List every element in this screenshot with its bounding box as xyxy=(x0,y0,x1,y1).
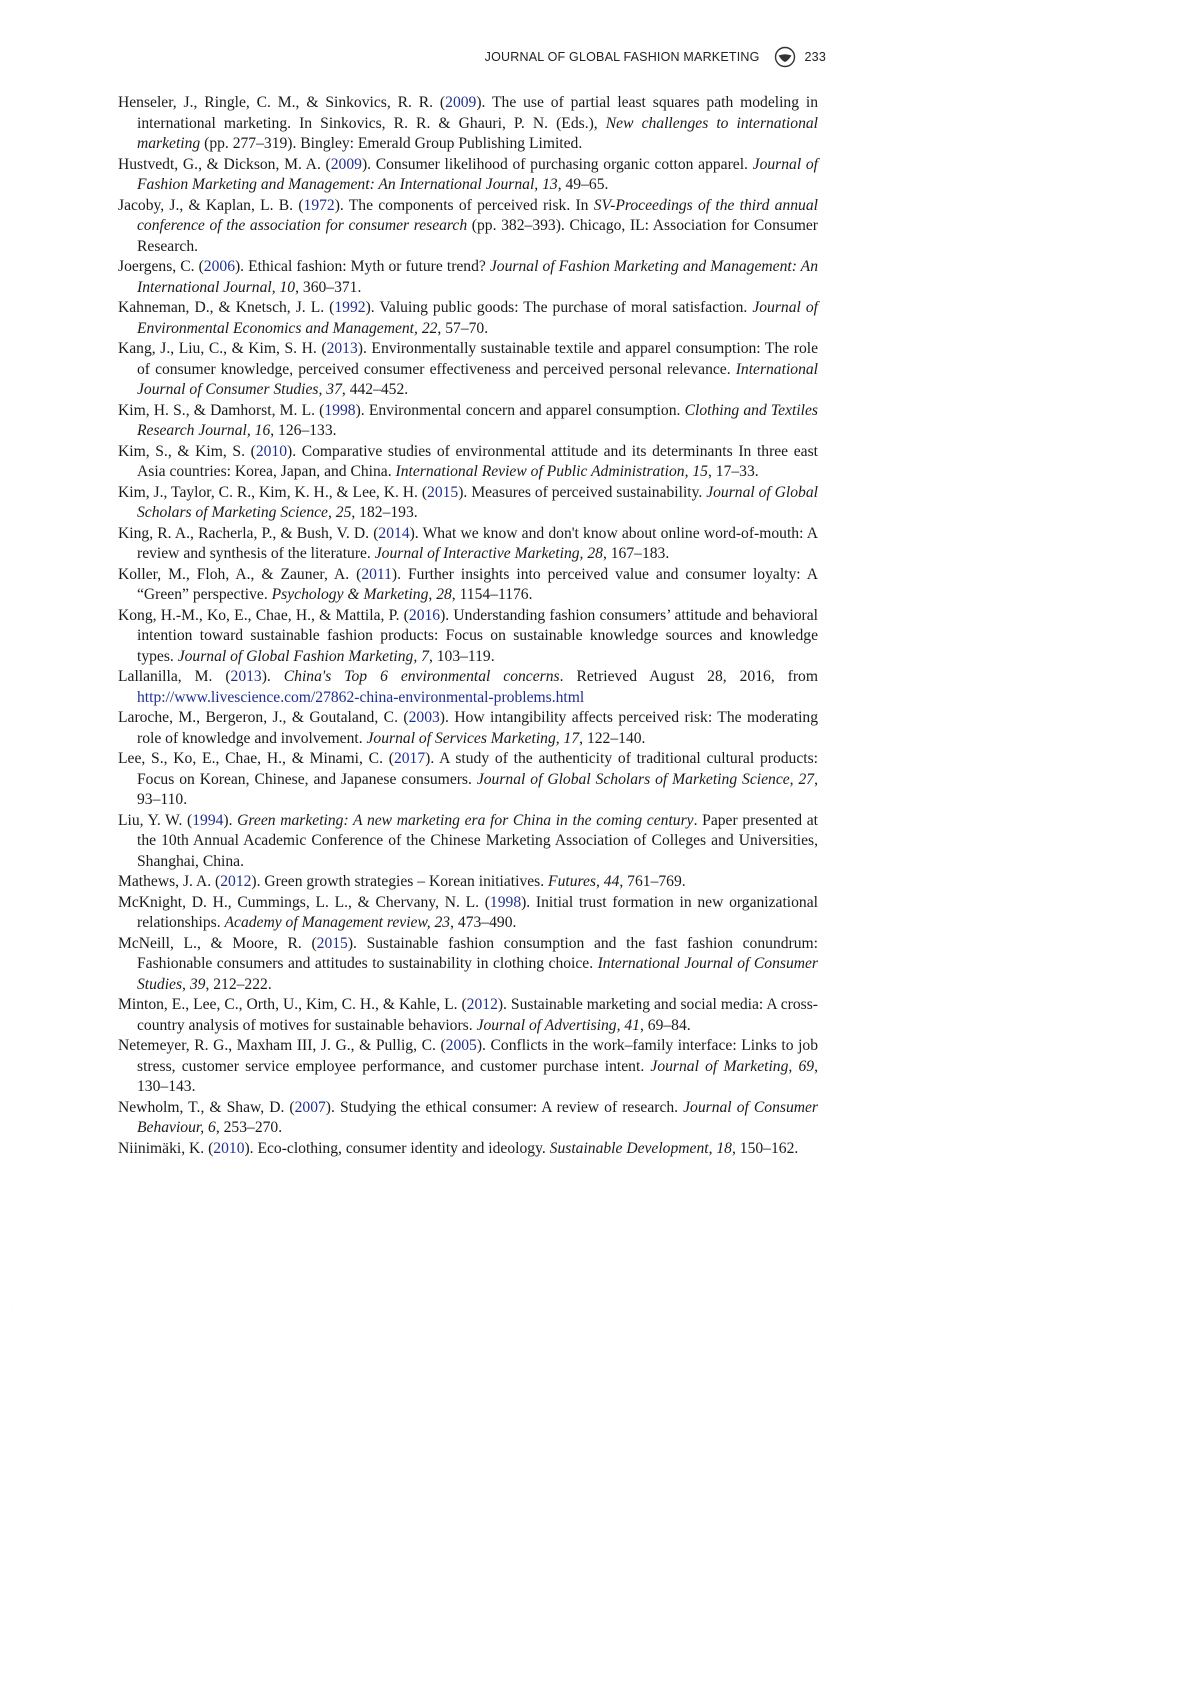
reference-details: . Retrieved August 28, 2016, from xyxy=(559,668,818,685)
reference-title: ). The use of partial least squares path modeling in international marketing. In Sinkovics, R. R. & Ghauri, P. N. (Eds.), xyxy=(137,94,819,132)
reference-details: , 473–490. xyxy=(450,914,517,931)
reference-details: , 122–140. xyxy=(579,729,646,747)
reference-source: International Review of Public Administration, 15 xyxy=(395,463,708,480)
reference-details: (pp. 382–393). Chicago, IL: Association for Consumer Research. xyxy=(137,217,818,255)
reference-authors: Henseler, J., Ringle, C. M., & Sinkovics, R. R. ( xyxy=(118,94,446,111)
reference-entry xyxy=(118,339,818,401)
page-number: 233 xyxy=(804,50,826,64)
reference-year-link[interactable]: 1998 xyxy=(324,401,356,419)
reference-authors: Kong, H.-M., Ko, E., Chae, H., & Mattila, P. ( xyxy=(118,606,409,624)
reference-year-link[interactable]: 2013 xyxy=(230,668,262,685)
reference-source: Journal of Fashion Marketing and Management: An International Journal, 10 xyxy=(137,258,818,296)
journal-logo-icon xyxy=(774,46,796,68)
reference-year-link[interactable]: 1972 xyxy=(303,196,335,214)
reference-year-link[interactable]: 2011 xyxy=(361,565,392,583)
reference-year-link[interactable]: 2007 xyxy=(294,1098,326,1116)
reference-year-link[interactable]: 2009 xyxy=(330,155,362,173)
reference-year-link[interactable]: 2012 xyxy=(220,873,252,890)
reference-entry xyxy=(118,995,818,1036)
reference-entry xyxy=(118,524,818,565)
reference-authors: Lee, S., Ko, E., Chae, H., & Minami, C. ( xyxy=(118,750,394,767)
reference-source: Clothing and Textiles Research Journal, 16 xyxy=(137,401,819,439)
reference-title: ). Ethical fashion: Myth or future trend? xyxy=(234,258,490,275)
reference-source: Journal of Marketing, 69 xyxy=(650,1057,815,1075)
reference-authors: Newholm, T., & Shaw, D. ( xyxy=(118,1098,295,1116)
reference-source: Journal of Services Marketing, 17 xyxy=(366,729,580,747)
reference-year-link[interactable]: 2016 xyxy=(408,606,441,624)
reference-entry xyxy=(118,708,818,749)
reference-title: ). Sustainable marketing and social media: A cross-country analysis of motives for sustainable behaviors. xyxy=(137,996,818,1034)
reference-title: ). Consumer likelihood of purchasing organic cotton apparel. xyxy=(361,155,753,173)
reference-authors: Liu, Y. W. ( xyxy=(118,811,193,829)
reference-authors: Kim, H. S., & Damhorst, M. L. ( xyxy=(118,401,325,419)
reference-entry xyxy=(118,93,818,155)
reference-authors: Laroche, M., Bergeron, J., & Goutaland, C. ( xyxy=(118,709,409,726)
reference-entry xyxy=(118,1036,818,1098)
reference-authors: Kim, J., Taylor, C. R., Kim, K. H., & Lee, K. H. ( xyxy=(118,483,428,501)
reference-entry xyxy=(118,811,818,873)
reference-year-link[interactable]: 2009 xyxy=(445,94,477,111)
reference-entry xyxy=(118,893,818,934)
reference-source: SV-Proceedings of the third annual conference of the association for consumer research xyxy=(137,196,818,234)
reference-source: International Journal of Consumer Studies, 39 xyxy=(137,955,818,993)
reference-year-link[interactable]: 1992 xyxy=(334,299,366,316)
reference-source: Journal of Consumer Behaviour, 6 xyxy=(137,1098,818,1136)
reference-details: , 182–193. xyxy=(351,504,418,521)
reference-authors: Minton, E., Lee, C., Orth, U., Kim, C. H., & Kahle, L. ( xyxy=(118,996,467,1013)
reference-details: , 442–452. xyxy=(341,381,409,398)
reference-details: (pp. 277–319). Bingley: Emerald Group Publishing Limited. xyxy=(200,135,583,152)
reference-source: Journal of Advertising, 41 xyxy=(476,1016,640,1034)
reference-authors: Kang, J., Liu, C., & Kim, S. H. ( xyxy=(118,340,327,357)
reference-year-link[interactable]: 2013 xyxy=(326,340,358,357)
reference-source: Journal of Global Scholars of Marketing Science, 25 xyxy=(137,483,818,521)
reference-entry xyxy=(118,565,818,606)
reference-authors: Niinimäki, K. ( xyxy=(118,1139,214,1157)
reference-entry xyxy=(118,1139,818,1160)
reference-title: ). The components of perceived risk. In xyxy=(334,196,594,214)
reference-details: , 212–222. xyxy=(205,975,272,993)
reference-authors: McKnight, D. H., Cummings, L. L., & Chervany, N. L. ( xyxy=(118,893,490,911)
reference-title: ). Understanding fashion consumers’ attitude and behavioral intention toward sustainable fashion products: Focus on sustainable knowledge sources and knowledge types. xyxy=(137,606,818,665)
reference-source: China's Top 6 environmental concerns xyxy=(283,668,560,685)
reference-source: Green marketing: A new marketing era for China in the coming century xyxy=(237,811,694,829)
reference-title: ). Environmentally sustainable textile and apparel consumption: The role of consumer knowledge, perceived consumer effectiveness and perceived personal relevance. xyxy=(137,340,818,378)
reference-details: , 93–110. xyxy=(137,770,818,808)
reference-entry xyxy=(118,257,818,298)
reference-year-link[interactable]: 2010 xyxy=(213,1139,245,1157)
reference-authors: Kim, S., & Kim, S. ( xyxy=(118,442,256,460)
reference-authors: Mathews, J. A. ( xyxy=(118,873,221,890)
reference-source: Journal of Interactive Marketing, 28 xyxy=(374,545,603,562)
reference-source: Journal of Global Fashion Marketing, 7 xyxy=(177,647,429,665)
reference-details: , 167–183. xyxy=(602,545,670,562)
reference-title: ). How intangibility affects perceived risk: The moderating role of knowledge and involvement. xyxy=(137,709,818,747)
scan-artifact: ··· · xyxy=(10,1309,14,1311)
reference-details: , 1154–1176. xyxy=(451,586,533,603)
reference-title: ). Studying the ethical consumer: A review of research. xyxy=(325,1098,684,1116)
reference-year-link[interactable]: 2006 xyxy=(203,258,235,275)
reference-year-link[interactable]: 2012 xyxy=(466,996,498,1013)
reference-entry xyxy=(118,749,818,811)
reference-details: , 69–84. xyxy=(639,1016,691,1034)
reference-details: , 253–270. xyxy=(215,1119,283,1136)
reference-entry xyxy=(118,872,818,893)
reference-source: Psychology & Marketing, 28 xyxy=(271,586,452,603)
reference-entry xyxy=(118,155,818,196)
reference-details: , 57–70. xyxy=(437,319,489,337)
reference-details: . Paper presented at the 10th Annual Academic Conference of the Chinese Marketing Association of Colleges and Universities, Shanghai, China. xyxy=(137,811,818,870)
reference-title: ). Environmental concern and apparel consumption. xyxy=(355,401,685,419)
reference-entry xyxy=(118,667,818,708)
reference-authors: Joergens, C. ( xyxy=(118,258,204,275)
reference-authors: McNeill, L., & Moore, R. ( xyxy=(118,934,317,952)
reference-title: ). Eco-clothing, consumer identity and ideology. xyxy=(244,1139,550,1157)
reference-year-link[interactable]: 2014 xyxy=(378,524,410,542)
reference-title: ). A study of the authenticity of traditional cultural products: Focus on Korean, Chinese, and Japanese consumers. xyxy=(137,750,818,788)
reference-year-link[interactable]: 1998 xyxy=(489,893,522,911)
reference-details: , 49–65. xyxy=(557,176,609,193)
reference-entry xyxy=(118,1098,818,1139)
reference-title: ). Measures of perceived sustainability. xyxy=(458,483,707,501)
reference-details: , 130–143. xyxy=(137,1057,818,1095)
reference-authors: Hustvedt, G., & Dickson, M. A. ( xyxy=(118,155,331,173)
reference-source: Journal of Environmental Economics and Management, 22 xyxy=(137,299,819,337)
reference-title: ). Green growth strategies – Korean initiatives. xyxy=(251,873,549,890)
reference-year-link[interactable]: 2003 xyxy=(408,709,440,726)
reference-list xyxy=(118,93,818,1159)
reference-details: , 103–119. xyxy=(428,647,495,665)
reference-details: , 761–769. xyxy=(619,873,686,890)
reference-title: ). Sustainable fashion consumption and the fast fashion conundrum: Fashionable consumers and attitudes to sustainability in clothing choice. xyxy=(137,934,818,972)
reference-details: , 150–162. xyxy=(731,1139,799,1157)
reference-year-link[interactable]: 2017 xyxy=(393,750,426,767)
reference-source: Academy of Management review, 23 xyxy=(224,914,451,931)
reference-url-link[interactable]: http://www.livescience.com/27862-china-environmental-problems.html xyxy=(137,688,585,706)
reference-source: Journal of Global Scholars of Marketing Science, 27 xyxy=(476,770,815,788)
reference-title: ). Comparative studies of environmental attitude and its determinants In three east Asia countries: Korea, Japan, and China. xyxy=(137,442,818,480)
reference-authors: Kahneman, D., & Knetsch, J. L. ( xyxy=(118,299,335,316)
reference-entry xyxy=(118,298,818,339)
reference-entry xyxy=(118,401,818,442)
reference-year-link[interactable]: 2010 xyxy=(255,442,287,460)
reference-title: ). xyxy=(223,811,238,829)
reference-source: International Journal of Consumer Studies, 37 xyxy=(137,360,818,398)
reference-entry xyxy=(118,196,818,258)
reference-source: New challenges to international marketing xyxy=(137,114,818,152)
running-head xyxy=(485,46,826,68)
reference-authors: King, R. A., Racherla, P., & Bush, V. D. ( xyxy=(118,524,379,542)
reference-title: ). Conflicts in the work–family interface: Links to job stress, customer service employee performance, and customer purchase intent. xyxy=(137,1037,819,1075)
reference-authors: Netemeyer, R. G., Maxham III, J. G., & Pullig, C. ( xyxy=(118,1037,446,1054)
reference-authors: Koller, M., Floh, A., & Zauner, A. ( xyxy=(118,565,362,583)
reference-source: Sustainable Development, 18 xyxy=(549,1139,732,1157)
reference-authors: Jacoby, J., & Kaplan, L. B. ( xyxy=(118,196,304,214)
reference-year-link[interactable]: 2005 xyxy=(445,1037,477,1054)
reference-title: ). Further insights into perceived value and consumer loyalty: A “Green” perspective. xyxy=(137,565,818,603)
reference-source: Journal of Fashion Marketing and Management: An International Journal, 13 xyxy=(137,155,818,193)
reference-entry xyxy=(118,442,818,483)
reference-details: , 126–133. xyxy=(270,422,337,439)
reference-authors: Lallanilla, M. ( xyxy=(118,668,231,685)
reference-entry xyxy=(118,483,818,524)
reference-entry xyxy=(118,934,818,996)
reference-year-link[interactable]: 2015 xyxy=(316,934,348,952)
reference-title: ). Initial trust formation in new organizational relationships. xyxy=(137,893,818,931)
reference-title: ). xyxy=(261,668,284,685)
reference-details: , 360–371. xyxy=(295,278,362,296)
reference-title: ). Valuing public goods: The purchase of moral satisfaction. xyxy=(365,299,753,316)
reference-source: Futures, 44 xyxy=(548,873,620,890)
reference-year-link[interactable]: 1994 xyxy=(192,811,224,829)
reference-entry xyxy=(118,606,818,668)
journal-title: JOURNAL OF GLOBAL FASHION MARKETING xyxy=(484,50,760,64)
reference-details: , 17–33. xyxy=(707,463,759,480)
reference-year-link[interactable]: 2015 xyxy=(427,483,459,501)
reference-title: ). What we know and don't know about online word-of-mouth: A review and synthesis of the literature. xyxy=(137,524,818,562)
